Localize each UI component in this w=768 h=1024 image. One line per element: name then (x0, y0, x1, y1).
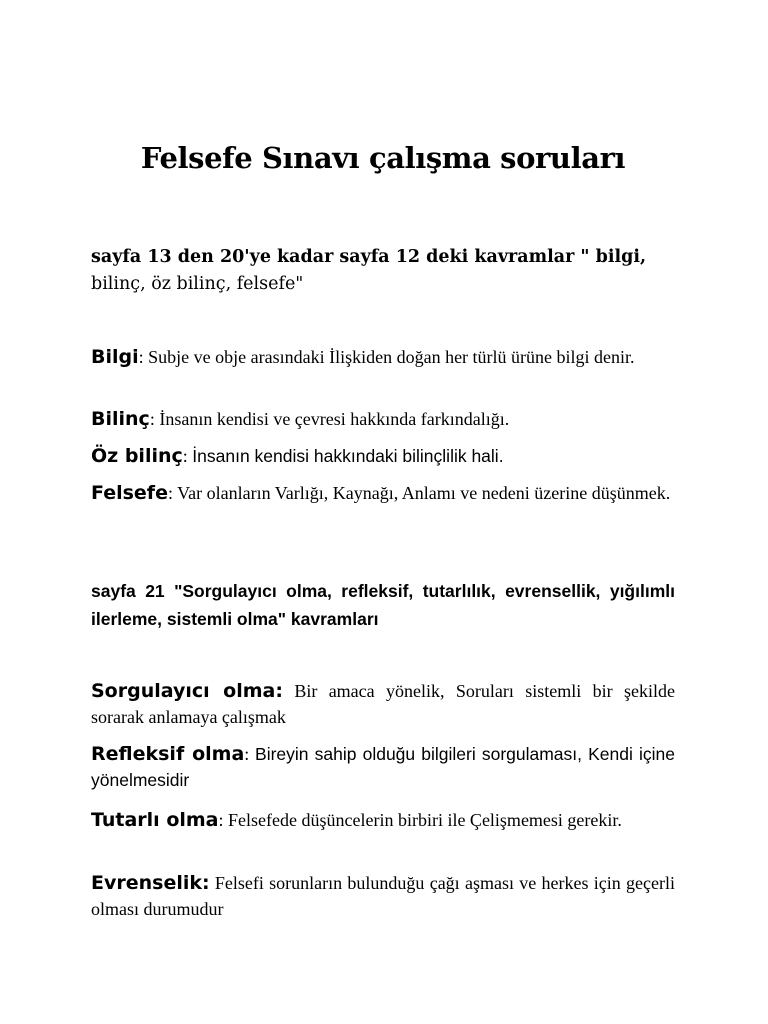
definition-evrenselik (91, 870, 675, 922)
definition-sorgulayici (91, 678, 675, 730)
definition-term: Sorgulayıcı olma: (91, 680, 283, 702)
intro-paragraph (91, 244, 675, 298)
definition-term: Felsefe (91, 482, 168, 504)
definition-text: İnsanın kendisi ve çevresi hakkında farkındalığı. (159, 409, 510, 429)
definition-text: Felsefede düşüncelerin birbiri ile Çelişmemesi gerekir. (228, 810, 622, 830)
definition-text: Bir amaca yönelik, Soruları sistemli bir şekilde sorarak anlamaya çalışmak (91, 681, 675, 727)
definition-text: Subje ve obje arasındaki İlişkiden doğan her türlü ürüne bilgi denir. (148, 347, 635, 367)
intro-rest-text: bilinç, öz bilinç, felsefe" (91, 274, 304, 294)
intro-bold-text: sayfa 13 den 20'ye kadar sayfa 12 deki kavramlar " bilgi, (91, 247, 647, 267)
definition-term: Tutarlı olma (91, 809, 219, 831)
definition-text: Bireyin sahip olduğu bilgileri sorgulaması, Kendi içine yönelmesidir (91, 744, 675, 790)
definition-refleksif: Refleksif olma: Bireyin sahip olduğu bilgileri sorgulaması, Kendi içine yönelmesidir (91, 743, 675, 790)
definition-bilgi: Bilgi: Subje ve obje arasındaki İlişkiden doğan her türlü ürüne bilgi denir. (91, 346, 635, 368)
definition-term: Evrenselik: (91, 872, 210, 894)
definition-term: Bilinç (91, 408, 150, 430)
definition-text: İnsanın kendisi hakkındaki bilinçlilik hali. (192, 446, 504, 466)
definition-term: Öz bilinç (91, 445, 183, 467)
definition-term: Bilgi (91, 346, 139, 368)
definition-felsefe: Felsefe: Var olanların Varlığı, Kaynağı, Anlamı ve nedeni üzerine düşünmek. (91, 482, 671, 504)
section-heading: sayfa 21 "Sorgulayıcı olma, refleksif, tutarlılık, evrensellik, yığılımlı ilerleme, sistemli olma" kavramları (91, 581, 675, 629)
definition-term: Refleksif olma (91, 743, 245, 765)
definition-text: Var olanların Varlığı, Kaynağı, Anlamı ve nedeni üzerine düşünmek. (177, 483, 671, 503)
definition-text: Felsefi sorunların bulunduğu çağı aşması ve herkes için geçerli olması durumudur (91, 873, 675, 919)
definition-tutarli: Tutarlı olma: Felsefede düşüncelerin birbiri ile Çelişmemesi gerekir. (91, 809, 622, 831)
page-title: Felsefe Sınavı çalışma soruları (140, 141, 626, 175)
definition-oz-bilinc: Öz bilinç: İnsanın kendisi hakkındaki bilinçlilik hali. (91, 445, 504, 467)
definition-bilinc: Bilinç: İnsanın kendisi ve çevresi hakkında farkındalığı. (91, 408, 510, 430)
